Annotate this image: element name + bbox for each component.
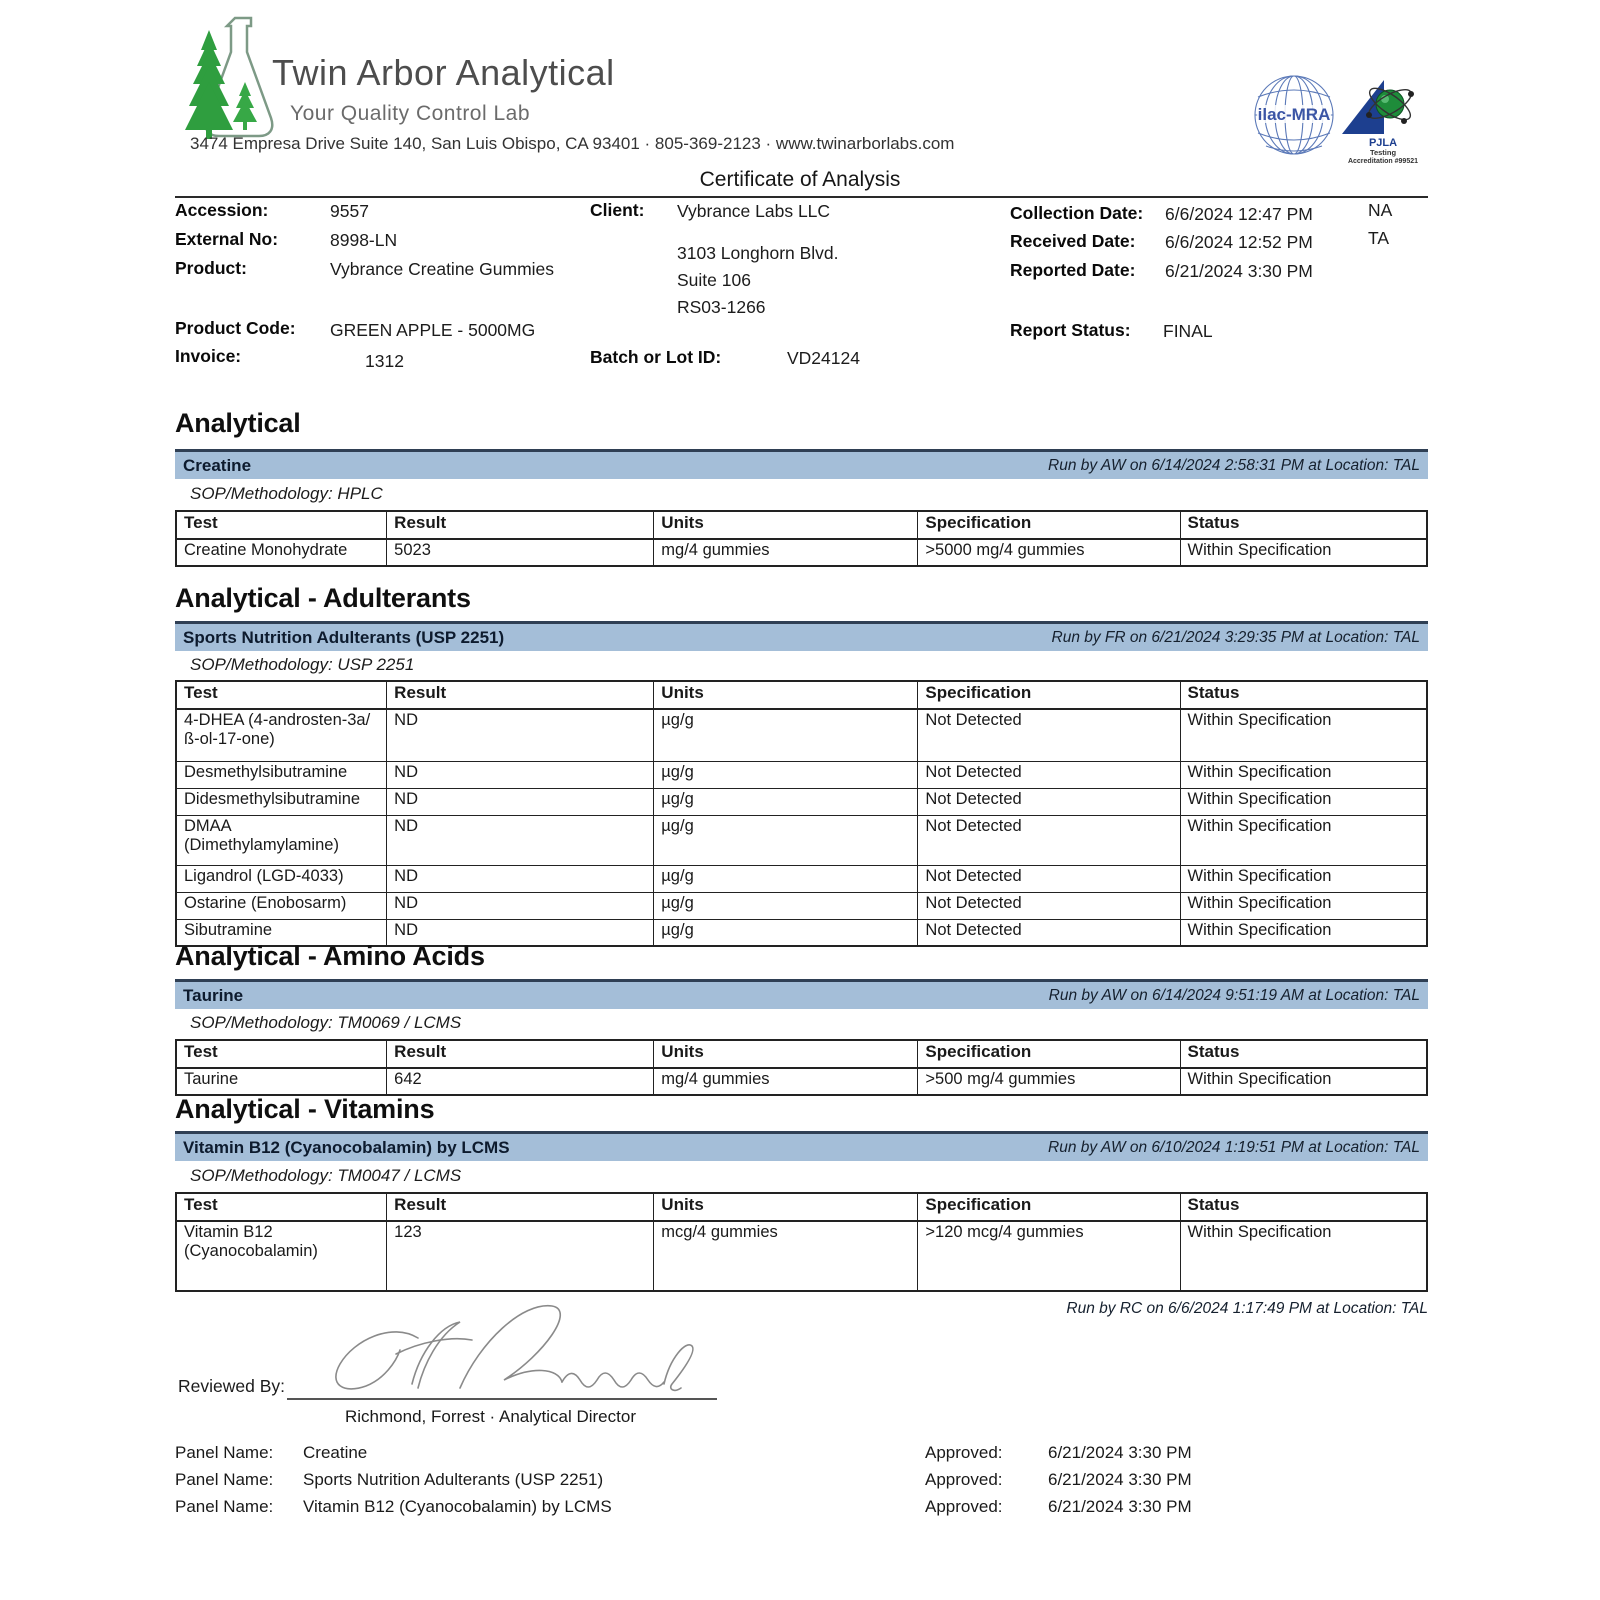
svg-text:Accreditation #99521: Accreditation #99521 [1347, 158, 1419, 164]
table-header-row: Test Result Units Specification Status [176, 1193, 1427, 1221]
ta-flag: TA [1368, 228, 1390, 248]
svg-text:Testing: Testing [1369, 148, 1397, 157]
lab-tagline: Your Quality Control Lab [290, 102, 531, 125]
title-rule [175, 196, 1428, 198]
results-table-taurine [175, 1039, 1428, 1096]
signature-line [287, 1378, 717, 1400]
results-table-adulterants [175, 680, 1428, 947]
product-code-label: Product Code: [175, 318, 296, 338]
panel-footer-name: Creatine [303, 1443, 368, 1462]
approved-label: Approved: [925, 1497, 1003, 1516]
reported-date-label: Reported Date: [1010, 260, 1136, 280]
panel-name-adulterants: Sports Nutrition Adulterants (USP 2251) [183, 627, 505, 647]
table-header-row: Test Result Units Specification Status [176, 1040, 1427, 1068]
report-status-label: Report Status: [1010, 320, 1131, 340]
approved-label: Approved: [925, 1443, 1003, 1462]
collection-date-label: Collection Date: [1010, 203, 1144, 223]
reviewer-name-title: Richmond, Forrest · Analytical Director [345, 1407, 636, 1426]
run-by-taurine: Run by AW on 6/14/2024 9:51:19 AM at Location: TAL [1048, 986, 1420, 1004]
col-test: Test [176, 511, 387, 539]
client-address-line2: Suite 106 [677, 270, 751, 290]
na-flag: NA [1368, 200, 1393, 220]
table-row: Creatine Monohydrate 5023 mg/4 gummies >5000 mg/4 gummies Within Specification [176, 539, 1427, 566]
panel-name-label: Panel Name: [175, 1470, 274, 1489]
batch-value: VD24124 [787, 348, 860, 368]
certificate-title: Certificate of Analysis [699, 168, 901, 191]
client-value: Vybrance Labs LLC [677, 201, 831, 221]
sop-b12: SOP/Methodology: TM0047 / LCMS [190, 1166, 462, 1185]
panel-bar-taurine [175, 979, 1428, 1009]
sop-creatine: SOP/Methodology: HPLC [190, 484, 383, 503]
approved-date: 6/21/2024 3:30 PM [1048, 1497, 1192, 1516]
table-header-row: Test Result Units Specification Status [176, 681, 1427, 709]
table-row: 4-DHEA (4-androsten-3a/ß-ol-17-one) ND µg/g Not Detected Within Specification [176, 709, 1427, 761]
lab-address: 3474 Empresa Drive Suite 140, San Luis Obispo, CA 93401 · 805-369-2123 · www.twinarborlabs.com [190, 134, 955, 153]
panel-footer-name: Vitamin B12 (Cyanocobalamin) by LCMS [303, 1497, 612, 1516]
panel-bar-b12 [175, 1131, 1428, 1161]
invoice-value: 1312 [365, 351, 404, 371]
table-row: Sibutramine ND µg/g Not Detected Within Specification [176, 919, 1427, 946]
col-units: Units [654, 511, 918, 539]
reviewed-by-label: Reviewed By: [178, 1376, 285, 1396]
table-row: Ligandrol (LGD-4033) ND µg/g Not Detected Within Specification [176, 865, 1427, 892]
table-header-row [176, 511, 1427, 539]
run-by-adulterants: Run by FR on 6/21/2024 3:29:35 PM at Location: TAL [1051, 628, 1420, 646]
client-label: Client: [590, 200, 645, 220]
external-no-label: External No: [175, 229, 279, 249]
section-heading-analytical: Analytical [175, 408, 301, 438]
report-status-value: FINAL [1163, 321, 1213, 341]
approved-date: 6/21/2024 3:30 PM [1048, 1470, 1192, 1489]
reported-date-value: 6/21/2024 3:30 PM [1165, 261, 1313, 281]
results-table-creatine [175, 510, 1428, 567]
ilac-mra-text: ilac-MRA [1257, 105, 1331, 124]
approved-label: Approved: [925, 1470, 1003, 1489]
panel-name-label: Panel Name: [175, 1497, 274, 1516]
ilac-mra-logo-icon [1252, 72, 1336, 162]
col-status: Status [1180, 511, 1427, 539]
external-no-value: 8998-LN [330, 230, 398, 250]
accession-label: Accession: [175, 200, 269, 220]
accession-value: 9557 [330, 201, 369, 221]
sop-adulterants: SOP/Methodology: USP 2251 [190, 655, 415, 674]
col-result: Result [387, 511, 654, 539]
received-date-label: Received Date: [1010, 231, 1136, 251]
panel-name-label: Panel Name: [175, 1443, 274, 1462]
approved-date: 6/21/2024 3:30 PM [1048, 1443, 1192, 1462]
panel-bar-adulterants [175, 621, 1428, 651]
panel-name-taurine: Taurine [183, 985, 244, 1005]
col-specification: Specification [918, 511, 1180, 539]
section-heading-vitamins: Analytical - Vitamins [175, 1094, 435, 1124]
table-row: Didesmethylsibutramine ND µg/g Not Detected Within Specification [176, 788, 1427, 815]
panel-name-creatine: Creatine [183, 455, 252, 475]
section-heading-amino-acids: Analytical - Amino Acids [175, 941, 485, 971]
results-table-b12 [175, 1192, 1428, 1292]
panel-name-b12: Vitamin B12 (Cyanocobalamin) by LCMS [183, 1137, 510, 1157]
batch-label: Batch or Lot ID: [590, 347, 722, 367]
panel-footer-name: Sports Nutrition Adulterants (USP 2251) [303, 1470, 604, 1489]
run-by-creatine: Run by AW on 6/14/2024 2:58:31 PM at Location: TAL [1048, 456, 1420, 474]
table-row: Ostarine (Enobosarm) ND µg/g Not Detected Within Specification [176, 892, 1427, 919]
product-label: Product: [175, 258, 247, 278]
product-code-value: GREEN APPLE - 5000MG [330, 320, 536, 340]
client-address-line1: 3103 Longhorn Blvd. [677, 243, 839, 263]
collection-date-value: 6/6/2024 12:47 PM [1165, 204, 1313, 224]
client-address-line3: RS03-1266 [677, 297, 766, 317]
sop-taurine: SOP/Methodology: TM0069 / LCMS [190, 1013, 462, 1032]
svg-text:PJLA: PJLA [1368, 137, 1398, 149]
table-row: Desmethylsibutramine ND µg/g Not Detected Within Specification [176, 761, 1427, 788]
panel-bar-creatine [175, 449, 1428, 479]
pjla-logo-icon [1338, 76, 1424, 164]
table-row: Taurine 642 mg/4 gummies >500 mg/4 gummies Within Specification [176, 1068, 1427, 1095]
tree-flask-logo-icon [183, 12, 283, 142]
lab-name: Twin Arbor Analytical [272, 52, 615, 93]
run-by-b12: Run by AW on 6/10/2024 1:19:51 PM at Location: TAL [1048, 1138, 1420, 1156]
received-date-value: 6/6/2024 12:52 PM [1165, 232, 1313, 252]
invoice-label: Invoice: [175, 346, 242, 366]
run-by-footer: Run by RC on 6/6/2024 1:17:49 PM at Location: TAL [1066, 1300, 1428, 1317]
section-heading-adulterants: Analytical - Adulterants [175, 583, 471, 613]
table-row: Vitamin B12 (Cyanocobalamin) 123 mcg/4 gummies >120 mcg/4 gummies Within Specification [176, 1221, 1427, 1291]
product-value: Vybrance Creatine Gummies [330, 259, 555, 279]
table-row: DMAA (Dimethylamylamine) ND µg/g Not Detected Within Specification [176, 815, 1427, 865]
